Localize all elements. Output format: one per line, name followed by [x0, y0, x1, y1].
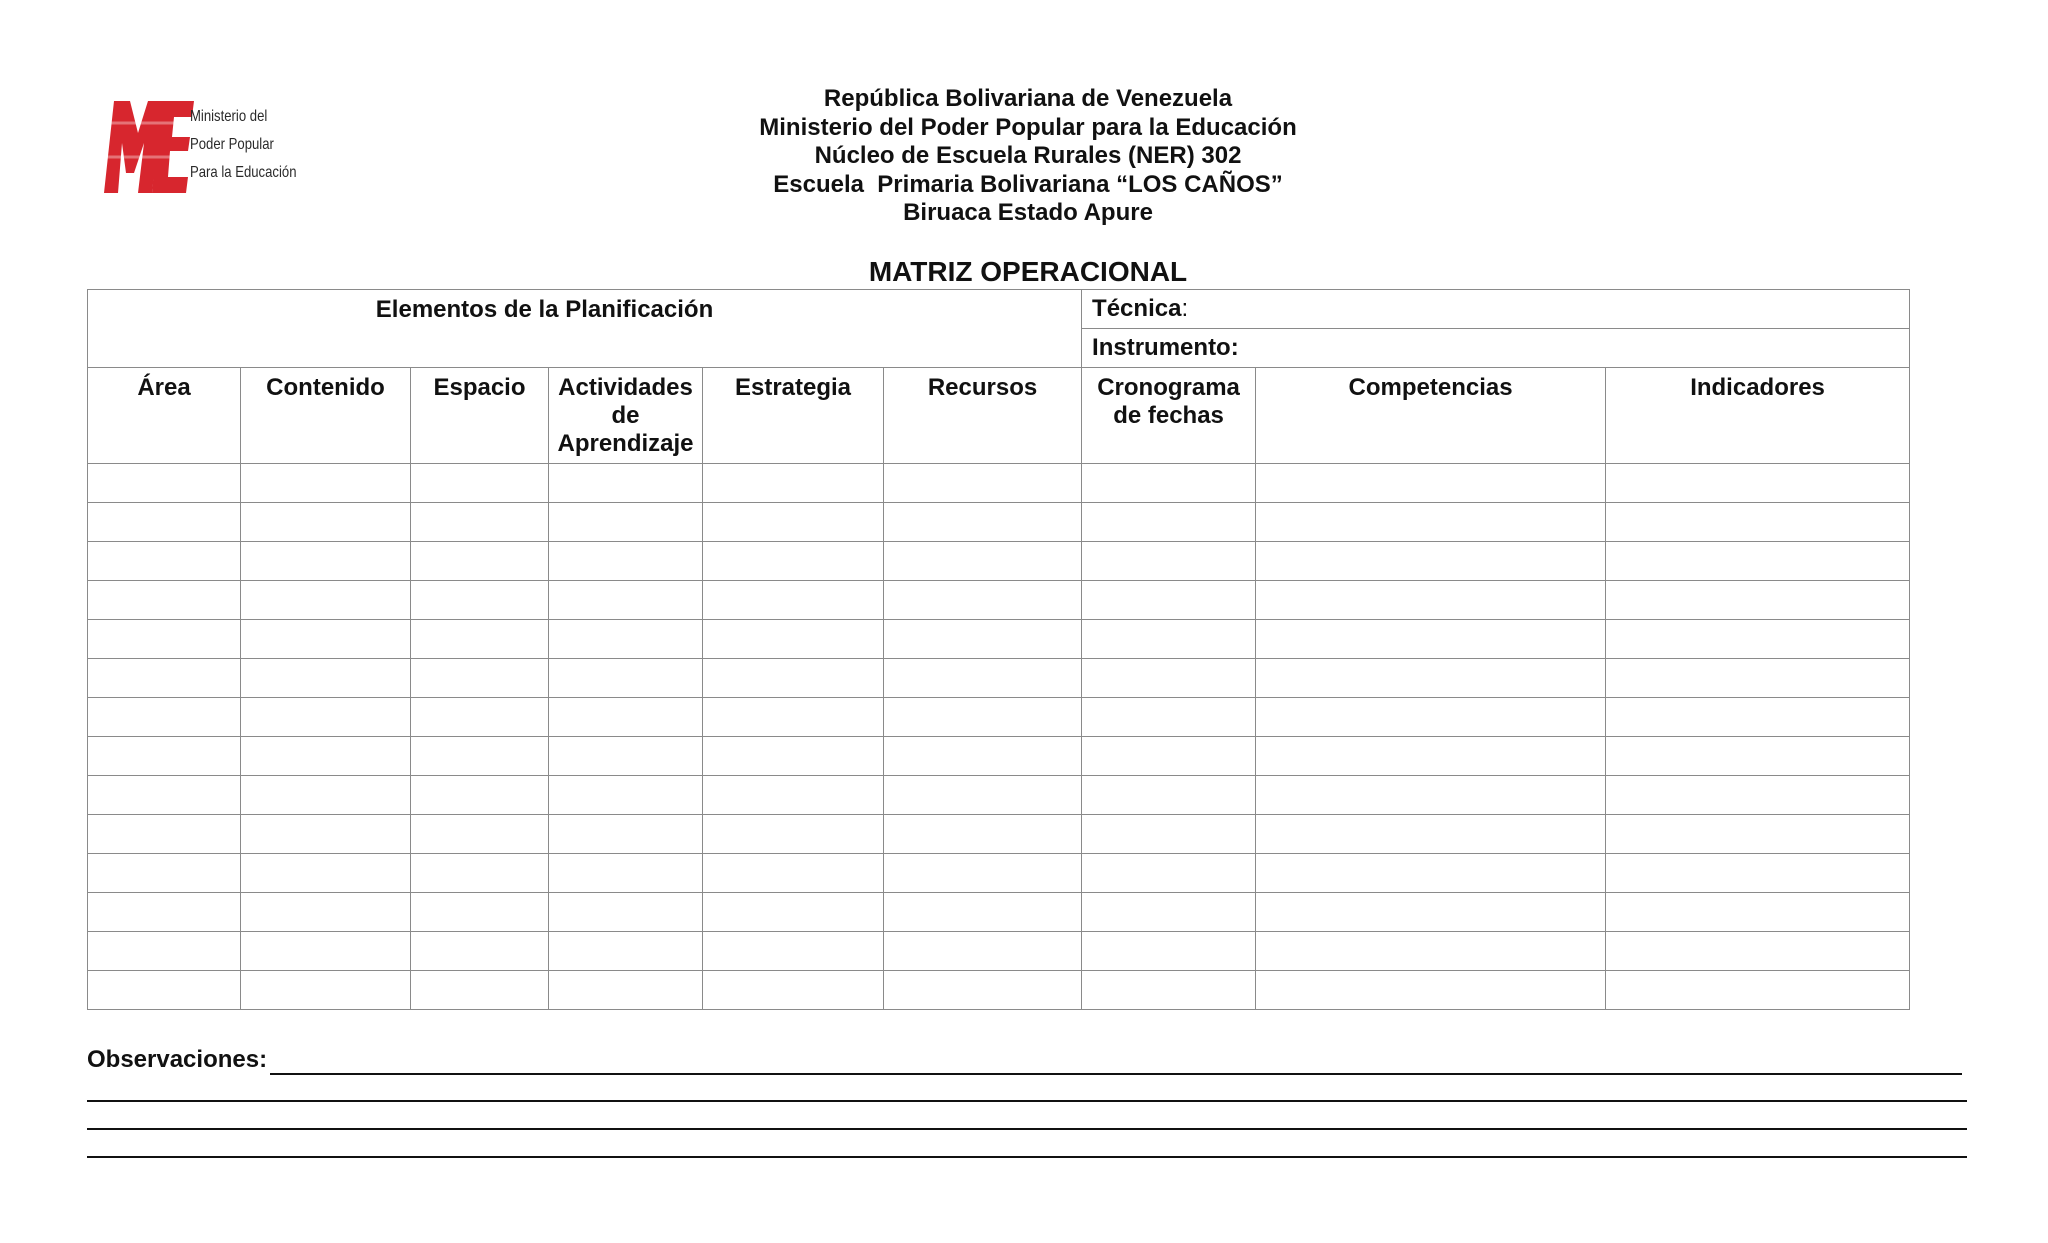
table-cell[interactable]: [1606, 659, 1910, 698]
table-cell[interactable]: [1082, 971, 1256, 1010]
table-cell[interactable]: [1082, 542, 1256, 581]
col-header-contenido: Contenido: [241, 368, 411, 464]
table-cell[interactable]: [1606, 503, 1910, 542]
table-cell[interactable]: [1256, 854, 1606, 893]
table-row: [88, 776, 1910, 815]
table-cell[interactable]: [88, 893, 241, 932]
observaciones-label: Observaciones:: [87, 1046, 268, 1073]
matrix-body: [88, 464, 1910, 1010]
table-cell[interactable]: [88, 776, 241, 815]
table-cell[interactable]: [241, 698, 411, 737]
table-cell[interactable]: [1256, 620, 1606, 659]
table-cell[interactable]: [703, 854, 884, 893]
table-cell[interactable]: [411, 542, 549, 581]
table-cell[interactable]: [1082, 581, 1256, 620]
tecnica-cell[interactable]: [1082, 290, 1910, 329]
table-row: [88, 464, 1910, 503]
document-header: [0, 85, 2048, 228]
table-cell[interactable]: [703, 971, 884, 1010]
observaciones-line-1[interactable]: [270, 1073, 1962, 1075]
table-cell[interactable]: [884, 776, 1082, 815]
table-row: [88, 620, 1910, 659]
observaciones-line-3[interactable]: [87, 1128, 1967, 1130]
header-line-ubicacion: Biruaca Estado Apure: [903, 199, 1153, 226]
table-cell[interactable]: [1256, 737, 1606, 776]
table-cell[interactable]: [1082, 659, 1256, 698]
table-cell[interactable]: [411, 776, 549, 815]
table-cell[interactable]: [884, 503, 1082, 542]
table-cell[interactable]: [1606, 893, 1910, 932]
table-cell[interactable]: [549, 698, 703, 737]
instrumento-cell[interactable]: [1082, 329, 1910, 368]
table-cell[interactable]: [1606, 581, 1910, 620]
table-row: [88, 932, 1910, 971]
table-cell[interactable]: [88, 620, 241, 659]
table-cell[interactable]: [241, 932, 411, 971]
table-cell[interactable]: [549, 542, 703, 581]
table-cell[interactable]: [411, 815, 549, 854]
table-cell[interactable]: [1256, 659, 1606, 698]
table-cell[interactable]: [411, 659, 549, 698]
table-cell[interactable]: [884, 659, 1082, 698]
table-cell[interactable]: [1606, 542, 1910, 581]
table-cell[interactable]: [88, 971, 241, 1010]
instrumento-label: Instrumento:: [1092, 334, 1239, 361]
table-cell[interactable]: [884, 893, 1082, 932]
table-cell[interactable]: [703, 503, 884, 542]
table-cell[interactable]: [703, 464, 884, 503]
col-header-indicadores: Indicadores: [1606, 368, 1910, 464]
table-cell[interactable]: [549, 659, 703, 698]
table-cell[interactable]: [411, 893, 549, 932]
table-row: [88, 815, 1910, 854]
table-cell[interactable]: [549, 893, 703, 932]
logo-line-2: Poder Popular: [190, 136, 274, 153]
table-cell[interactable]: [549, 464, 703, 503]
table-cell[interactable]: [884, 464, 1082, 503]
col-header-competencias: Competencias: [1256, 368, 1606, 464]
col-header-area: Área: [88, 368, 241, 464]
table-row: [88, 971, 1910, 1010]
table-cell[interactable]: [88, 581, 241, 620]
table-cell[interactable]: [1256, 893, 1606, 932]
table-cell[interactable]: [703, 815, 884, 854]
table-row: [88, 698, 1910, 737]
table-cell[interactable]: [411, 581, 549, 620]
logo-line-1: Ministerio del: [190, 108, 268, 125]
planning-elements-label: Elementos de la Planificación: [375, 296, 714, 323]
table-cell[interactable]: [703, 659, 884, 698]
header-line-escuela: Escuela Primaria Bolivariana “LOS CAÑOS”: [773, 170, 1283, 198]
table-cell[interactable]: [549, 776, 703, 815]
table-cell[interactable]: [411, 932, 549, 971]
table-cell[interactable]: [241, 737, 411, 776]
page-title: MATRIZ OPERACIONAL: [868, 256, 1188, 287]
table-cell[interactable]: [1082, 698, 1256, 737]
table-cell[interactable]: [1256, 932, 1606, 971]
table-cell[interactable]: [703, 620, 884, 659]
table-cell[interactable]: [1606, 737, 1910, 776]
table-cell[interactable]: [411, 503, 549, 542]
table-cell[interactable]: [88, 854, 241, 893]
header-line-republica: República Bolivariana de Venezuela: [823, 85, 1233, 112]
table-cell[interactable]: [1082, 464, 1256, 503]
table-cell[interactable]: [1082, 854, 1256, 893]
table-cell[interactable]: [88, 464, 241, 503]
table-cell[interactable]: [884, 971, 1082, 1010]
table-cell[interactable]: [884, 932, 1082, 971]
table-cell[interactable]: [241, 464, 411, 503]
col-header-actividades: Actividades de Aprendizaje: [549, 368, 703, 464]
table-cell[interactable]: [241, 581, 411, 620]
header-line-ministerio: Ministerio del Poder Popular para la Educación: [759, 113, 1297, 141]
table-cell[interactable]: [1606, 698, 1910, 737]
table-cell[interactable]: [1082, 815, 1256, 854]
table-cell[interactable]: [241, 854, 411, 893]
table-cell[interactable]: [549, 581, 703, 620]
col-header-recursos: Recursos: [884, 368, 1082, 464]
table-cell[interactable]: [703, 932, 884, 971]
observaciones-line-2[interactable]: [87, 1100, 1967, 1102]
planning-elements-cell: [88, 290, 1082, 368]
table-row: [88, 659, 1910, 698]
table-row: [88, 737, 1910, 776]
table-cell[interactable]: [549, 737, 703, 776]
table-cell[interactable]: [88, 932, 241, 971]
table-cell[interactable]: [884, 620, 1082, 659]
table-cell[interactable]: [703, 737, 884, 776]
table-cell[interactable]: [1606, 932, 1910, 971]
table-cell[interactable]: [88, 737, 241, 776]
table-cell[interactable]: [703, 542, 884, 581]
table-cell[interactable]: [1082, 776, 1256, 815]
table-cell[interactable]: [1082, 932, 1256, 971]
col-header-estrategia: Estrategia: [703, 368, 884, 464]
table-cell[interactable]: [411, 971, 549, 1010]
table-cell[interactable]: [1256, 776, 1606, 815]
table-cell[interactable]: [241, 815, 411, 854]
col-header-espacio: Espacio: [411, 368, 549, 464]
tecnica-label: Técnica: [1092, 295, 1182, 322]
table-cell[interactable]: [884, 854, 1082, 893]
table-cell[interactable]: [411, 464, 549, 503]
table-cell[interactable]: [1606, 815, 1910, 854]
table-cell[interactable]: [884, 581, 1082, 620]
column-header-row: [88, 368, 1910, 464]
table-row: [88, 503, 1910, 542]
table-row: [88, 854, 1910, 893]
table-cell[interactable]: [88, 659, 241, 698]
table-cell[interactable]: [549, 620, 703, 659]
table-cell[interactable]: [1082, 620, 1256, 659]
table-cell[interactable]: [241, 776, 411, 815]
table-cell[interactable]: [1606, 464, 1910, 503]
table-cell[interactable]: [241, 659, 411, 698]
tecnica-colon: :: [1181, 295, 1189, 322]
table-cell[interactable]: [1256, 503, 1606, 542]
table-row: [88, 542, 1910, 581]
table-cell[interactable]: [703, 776, 884, 815]
table-cell[interactable]: [703, 893, 884, 932]
table-cell[interactable]: [88, 815, 241, 854]
table-cell[interactable]: [549, 971, 703, 1010]
table-cell[interactable]: [884, 737, 1082, 776]
table-cell[interactable]: [1082, 737, 1256, 776]
table-cell[interactable]: [1606, 971, 1910, 1010]
table-cell[interactable]: [1256, 542, 1606, 581]
table-cell[interactable]: [1256, 464, 1606, 503]
table-cell[interactable]: [1256, 581, 1606, 620]
table-cell[interactable]: [884, 815, 1082, 854]
table-cell[interactable]: [549, 932, 703, 971]
operational-matrix-table: [87, 289, 1910, 1010]
table-cell[interactable]: [241, 542, 411, 581]
table-cell[interactable]: [1606, 854, 1910, 893]
table-cell[interactable]: [1082, 503, 1256, 542]
table-cell[interactable]: [411, 620, 549, 659]
table-cell[interactable]: [703, 698, 884, 737]
table-cell[interactable]: [549, 854, 703, 893]
table-cell[interactable]: [1606, 776, 1910, 815]
table-cell[interactable]: [411, 737, 549, 776]
table-cell[interactable]: [1082, 893, 1256, 932]
table-cell[interactable]: [411, 854, 549, 893]
table-row: [88, 893, 1910, 932]
table-cell[interactable]: [241, 620, 411, 659]
header-line-nucleo: Núcleo de Escuela Rurales (NER) 302: [814, 142, 1242, 169]
table-cell[interactable]: [703, 581, 884, 620]
table-cell[interactable]: [88, 698, 241, 737]
table-cell[interactable]: [411, 698, 549, 737]
table-row: [88, 581, 1910, 620]
observaciones-line-4[interactable]: [87, 1156, 1967, 1158]
table-cell[interactable]: [88, 542, 241, 581]
table-cell[interactable]: [1256, 815, 1606, 854]
table-cell[interactable]: [884, 698, 1082, 737]
col-header-cronograma: Cronograma de fechas: [1082, 368, 1256, 464]
table-cell[interactable]: [549, 815, 703, 854]
table-cell[interactable]: [88, 503, 241, 542]
table-cell[interactable]: [1606, 620, 1910, 659]
table-cell[interactable]: [241, 971, 411, 1010]
logo-line-3: Para la Educación: [190, 164, 297, 181]
table-cell[interactable]: [884, 542, 1082, 581]
table-cell[interactable]: [241, 503, 411, 542]
table-cell[interactable]: [549, 503, 703, 542]
table-cell[interactable]: [1256, 698, 1606, 737]
table-cell[interactable]: [1256, 971, 1606, 1010]
table-cell[interactable]: [241, 893, 411, 932]
